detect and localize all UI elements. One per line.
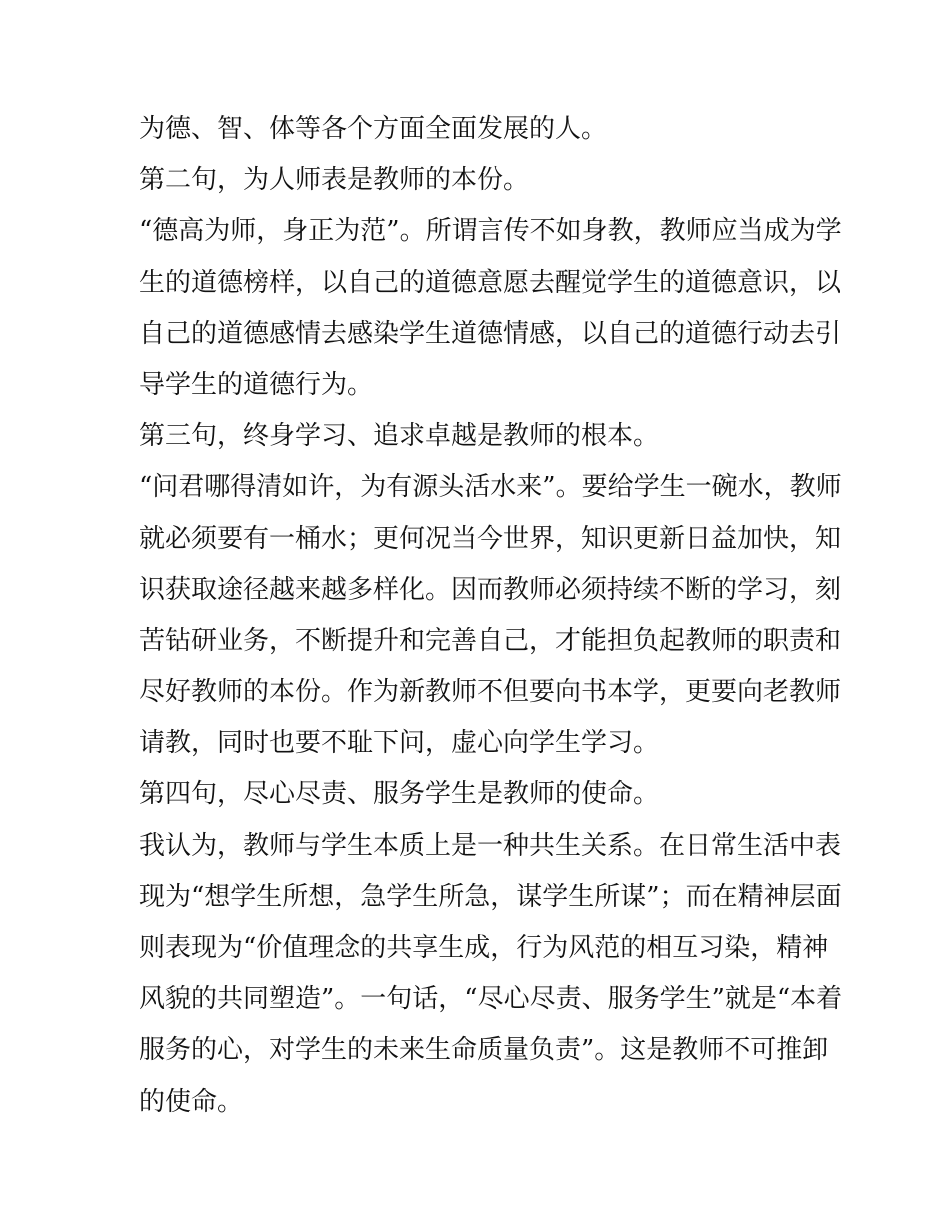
document-body [139, 104, 843, 1128]
text-line: 的使命。 [139, 1086, 244, 1117]
text-line: 我认为，教师与学生本质上是一种共生关系。在日常生活中表 [139, 830, 842, 861]
text-line: 为德、智、体等各个方面全面发展的人。 [139, 114, 608, 144]
text-line: 导学生的道德行为。 [139, 369, 374, 400]
text-line: 尽好教师的本份。作为新教师不但要向书本学，更要向老教师 [139, 677, 842, 708]
section-heading: 第四句，尽心尽责、服务学生是教师的使命。 [139, 779, 660, 810]
text-line: 苦钻研业务，不断提升和完善自己，才能担负起教师的职责和 [139, 625, 842, 656]
text-line: 就必须要有一桶水；更何况当今世界，知识更新日益加快，知 [139, 523, 842, 554]
text-line: 自己的道德感情去感染学生道德情感，以自己的道德行动去引 [139, 318, 842, 349]
text-line: 生的道德榜样，以自己的道德意愿去醒觉学生的道德意识，以 [139, 267, 842, 298]
text-line: 则表现为“价值理念的共享生成，行为风范的相互习染，精神 [139, 933, 829, 963]
text-line: 风貌的共同塑造”。一句话，“尽心尽责、服务学生”就是“本着 [139, 984, 843, 1015]
section-heading: 第二句，为人师表是教师的本份。 [139, 165, 530, 196]
text-line: “德高为师，身正为范”。所谓言传不如身教，教师应当成为学 [139, 216, 842, 247]
text-line: 服务的心，对学生的未来生命质量负责”。这是教师不可推卸 [139, 1035, 829, 1066]
section-heading: 第三句，终身学习、追求卓越是教师的根本。 [139, 421, 660, 452]
text-line: “问君哪得清如许，为有源头活水来”。要给学生一碗水，教师 [139, 472, 842, 503]
text-line: 请教，同时也要不耻下问，虚心向学生学习。 [139, 728, 660, 759]
text-line: 识获取途径越来越多样化。因而教师必须持续不断的学习，刻 [139, 574, 842, 605]
text-line: 现为“想学生所想，急学生所急，谋学生所谋”；而在精神层面 [139, 881, 842, 912]
